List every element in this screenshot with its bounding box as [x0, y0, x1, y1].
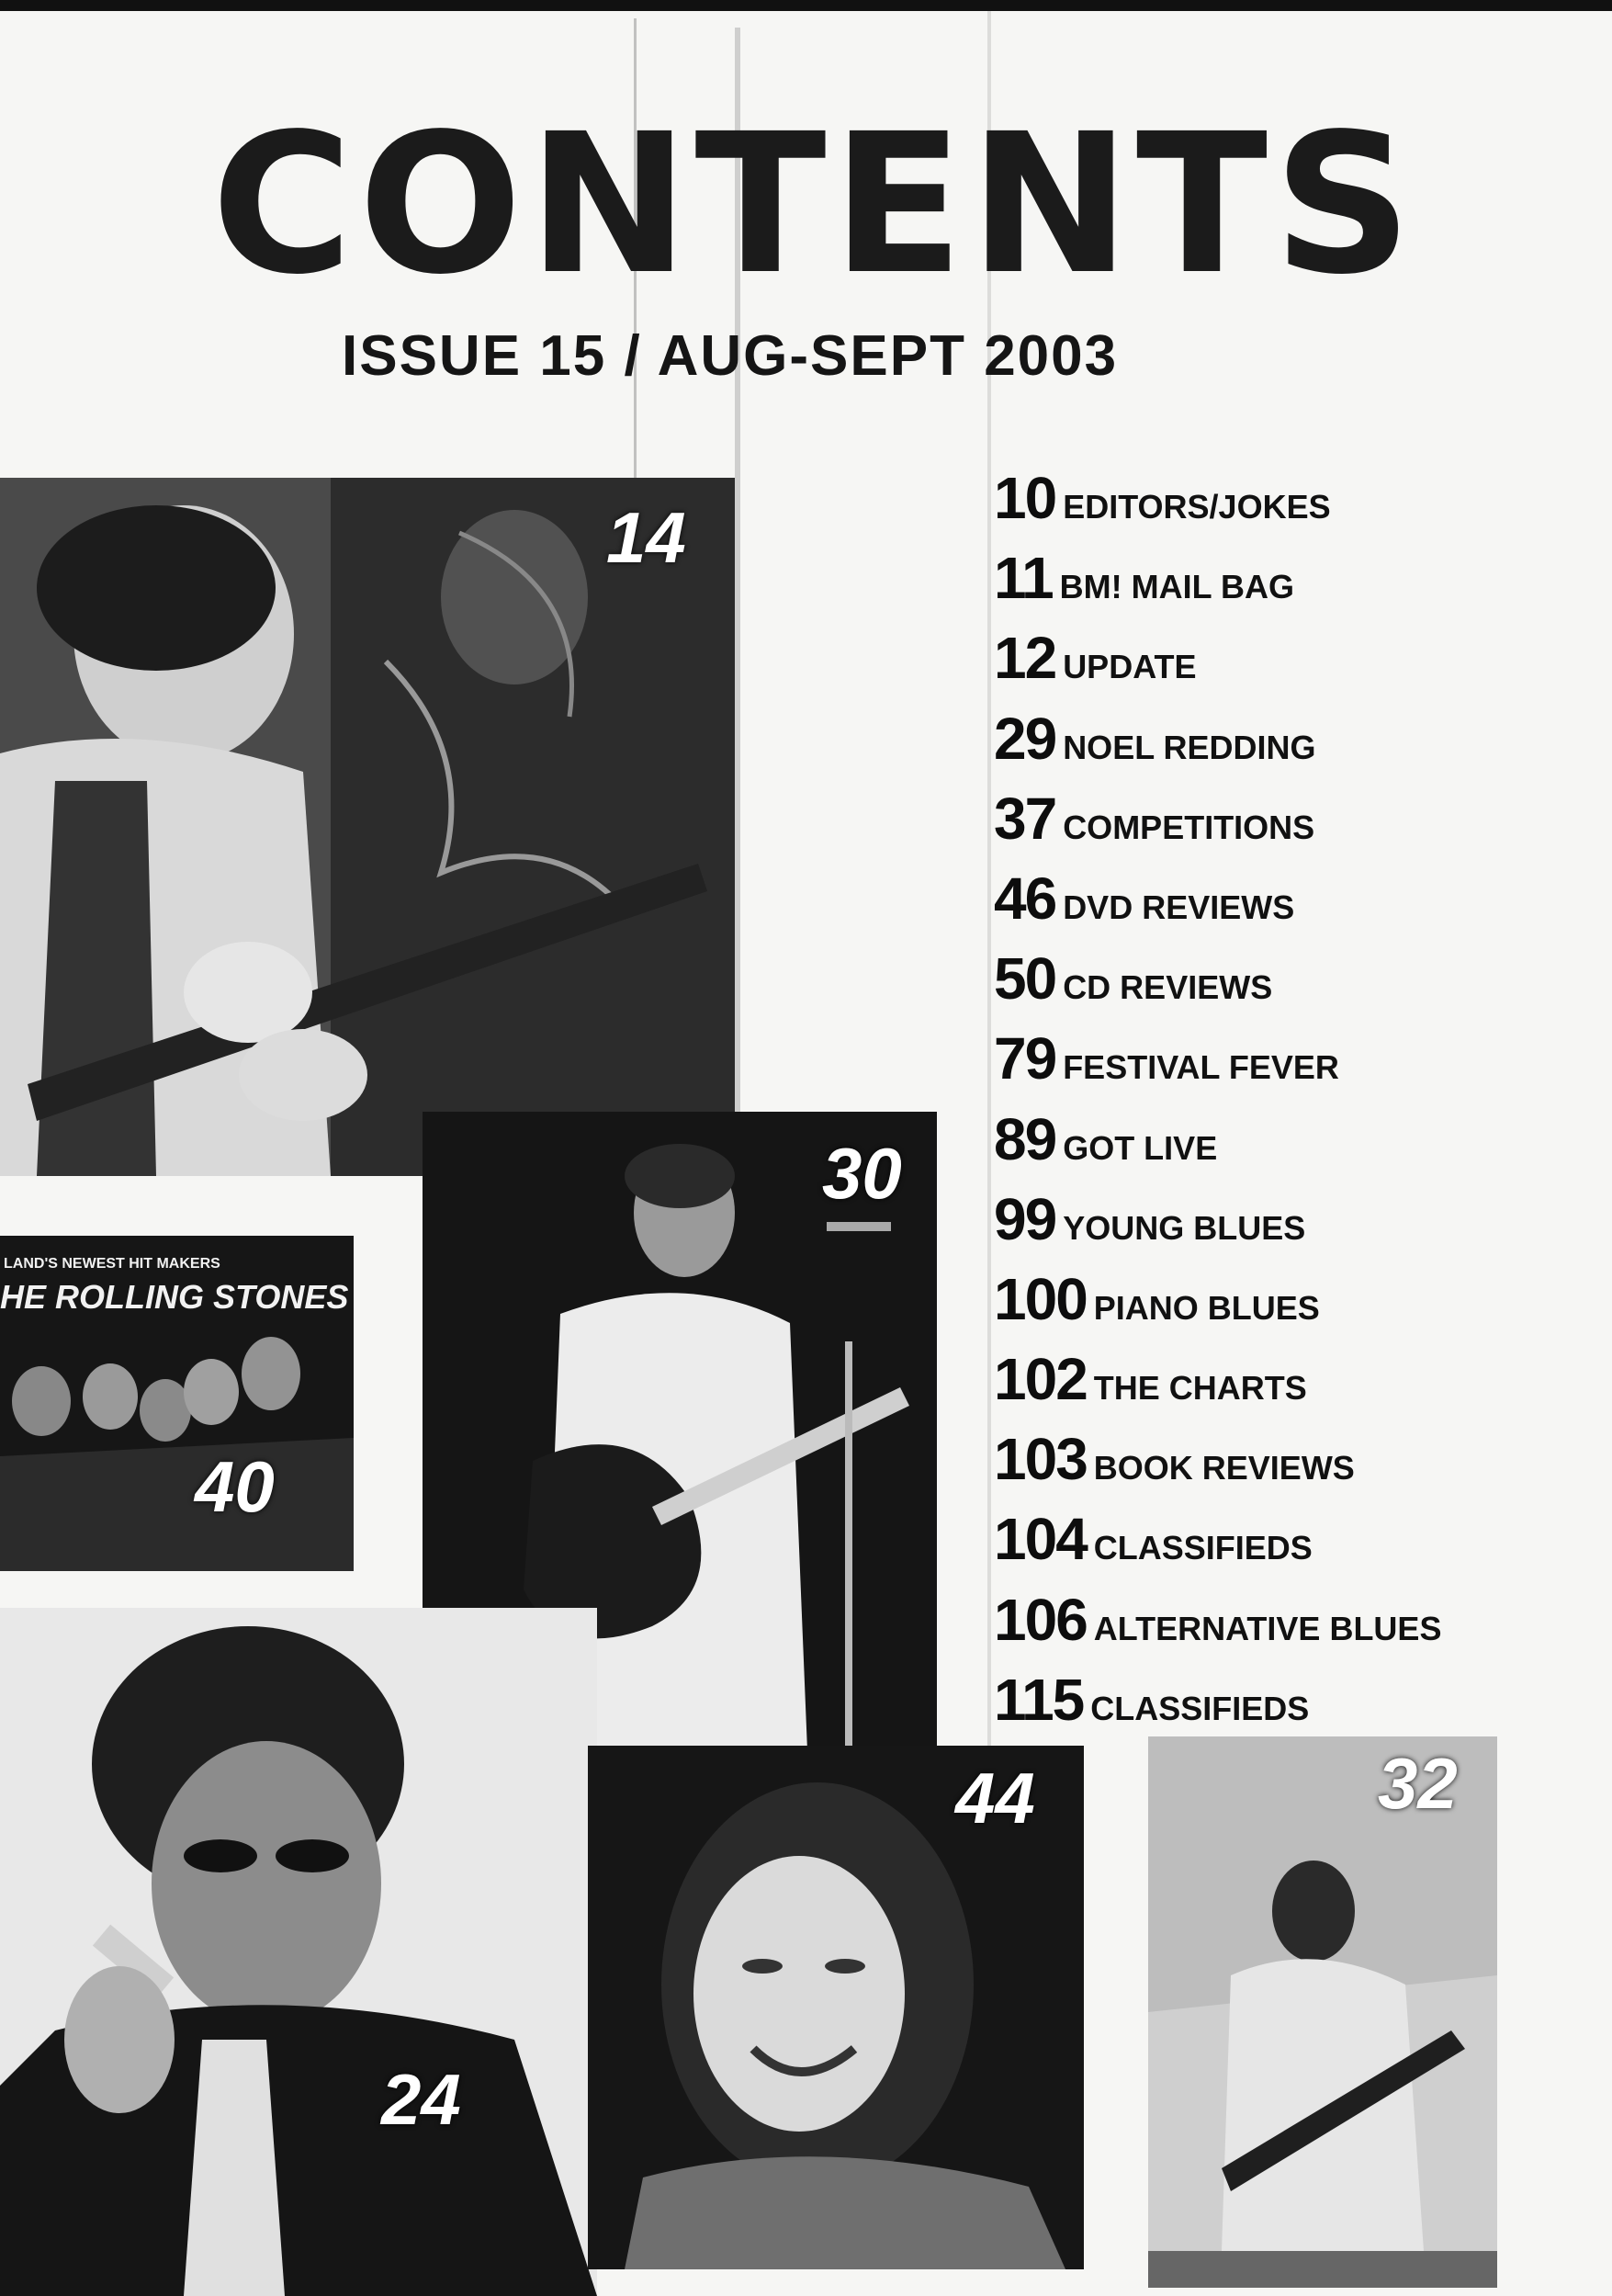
toc-item[interactable] — [994, 1425, 1441, 1505]
toc-label: UPDATE — [1063, 648, 1197, 686]
page-number-label: 30 — [822, 1133, 902, 1214]
toc-label: EDITORS/JOKES — [1063, 488, 1331, 526]
toc-label: FESTIVAL FEVER — [1063, 1048, 1339, 1087]
page-number-label: 44 — [955, 1758, 1035, 1838]
toc-page: 37 — [994, 785, 1056, 852]
toc-item[interactable] — [994, 1505, 1441, 1585]
page-number-label: 32 — [1378, 1743, 1458, 1824]
toc-label: YOUNG BLUES — [1063, 1208, 1306, 1247]
toc-page: 102 — [994, 1346, 1087, 1413]
top-edge — [0, 0, 1612, 11]
toc-label: GOT LIVE — [1063, 1128, 1218, 1167]
page-title: CONTENTS — [211, 92, 1418, 317]
toc-label: ALTERNATIVE BLUES — [1093, 1609, 1442, 1647]
toc-page: 12 — [994, 625, 1056, 692]
toc-label: DVD REVIEWS — [1063, 888, 1295, 926]
toc-item[interactable] — [994, 1265, 1441, 1345]
toc-item[interactable] — [994, 544, 1441, 624]
toc-label: BM! MAIL BAG — [1059, 568, 1294, 606]
toc-page: 106 — [994, 1586, 1087, 1653]
toc-item[interactable] — [994, 1345, 1441, 1425]
table-of-contents — [994, 464, 1441, 1746]
toc-page: 46 — [994, 865, 1056, 932]
page-number-label: 14 — [606, 497, 686, 578]
album-band-name: HE ROLLING STONES — [0, 1278, 349, 1316]
photo-guitarist-page-14[interactable] — [0, 478, 735, 1176]
photo-artwork — [0, 1608, 597, 2296]
page-number-label: 40 — [195, 1446, 275, 1527]
photo-harmonica-page-24[interactable] — [0, 1608, 597, 2296]
toc-item[interactable] — [994, 865, 1441, 944]
album-tagline: LAND'S NEWEST HIT MAKERS — [4, 1256, 220, 1272]
toc-item[interactable] — [994, 464, 1441, 544]
toc-page: 29 — [994, 705, 1056, 772]
toc-page: 104 — [994, 1506, 1087, 1573]
toc-label: BOOK REVIEWS — [1093, 1449, 1355, 1487]
photo-smiling-man-page-44[interactable] — [588, 1746, 1084, 2269]
toc-item[interactable] — [994, 624, 1441, 704]
toc-label: CLASSIFIEDS — [1093, 1529, 1313, 1567]
toc-label: CLASSIFIEDS — [1090, 1689, 1310, 1727]
toc-page: 79 — [994, 1025, 1056, 1092]
photo-bassist-page-32[interactable] — [1148, 1736, 1497, 2288]
toc-page: 99 — [994, 1185, 1056, 1252]
photo-album-page-40[interactable] — [0, 1236, 354, 1571]
toc-label: CD REVIEWS — [1063, 968, 1273, 1007]
toc-item[interactable] — [994, 705, 1441, 785]
toc-page: 50 — [994, 945, 1056, 1012]
toc-item[interactable] — [994, 785, 1441, 865]
toc-page: 89 — [994, 1105, 1056, 1172]
toc-label: PIANO BLUES — [1093, 1288, 1320, 1327]
toc-page: 115 — [994, 1666, 1084, 1733]
page-number-label: 24 — [381, 2059, 461, 2140]
issue-line: ISSUE 15 / AUG-SEPT 2003 — [342, 324, 1119, 388]
toc-item[interactable] — [994, 1185, 1441, 1265]
toc-page: 11 — [994, 545, 1053, 612]
toc-item[interactable] — [994, 1666, 1441, 1746]
photo-artwork — [0, 478, 735, 1176]
toc-item[interactable] — [994, 1024, 1441, 1104]
toc-label: COMPETITIONS — [1063, 808, 1315, 846]
toc-page: 103 — [994, 1426, 1087, 1493]
toc-item[interactable] — [994, 944, 1441, 1024]
toc-label: THE CHARTS — [1093, 1369, 1307, 1408]
toc-label: NOEL REDDING — [1063, 728, 1316, 766]
toc-item[interactable] — [994, 1586, 1441, 1666]
toc-item[interactable] — [994, 1105, 1441, 1185]
toc-page: 100 — [994, 1265, 1087, 1332]
toc-page: 10 — [994, 465, 1056, 531]
